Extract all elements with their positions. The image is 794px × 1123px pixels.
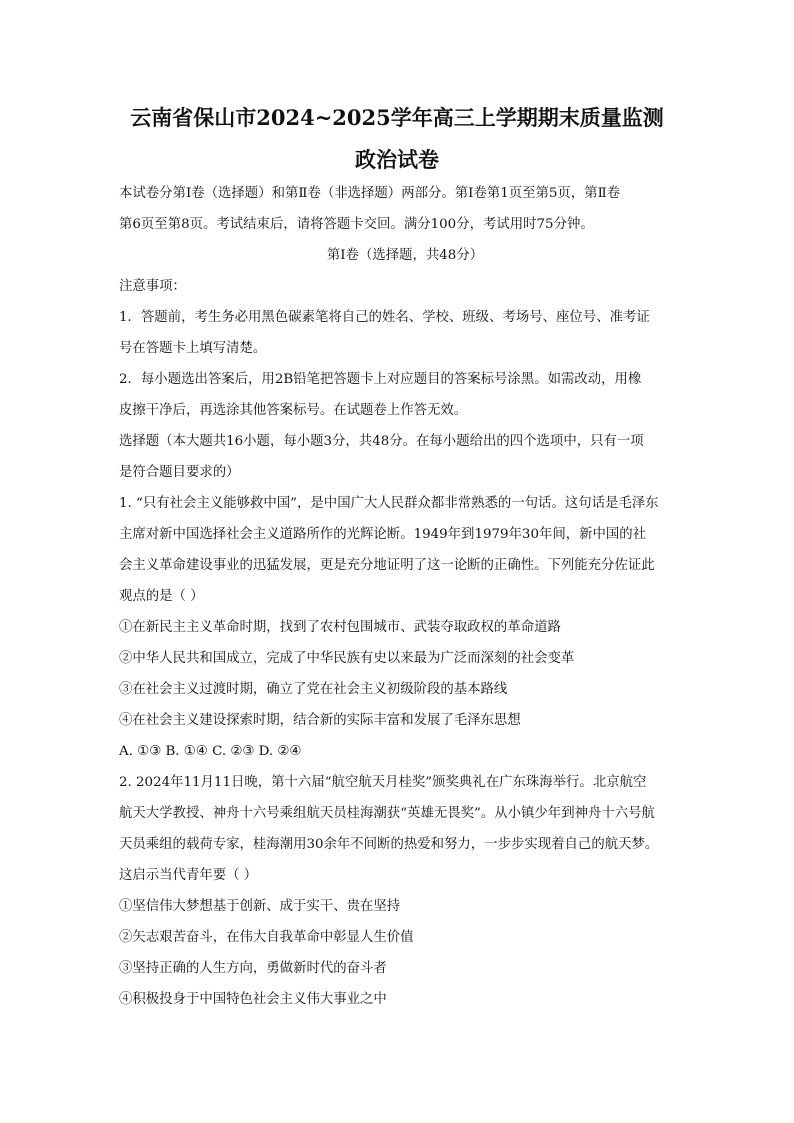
instructions-line: 是符合题目要求的） <box>119 465 240 480</box>
question-stem-line: 观点的是（ ） <box>119 589 204 604</box>
exam-title: 云南省保山市2024~2025学年高三上学期期末质量监测 <box>130 105 664 130</box>
intro-line: 本试卷分第Ⅰ卷（选择题）和第Ⅱ卷（非选择题）两部分。第Ⅰ卷第1页至第5页，第Ⅱ卷 <box>119 186 621 201</box>
exam-body <box>119 178 691 1015</box>
question-item: ②中华人民共和国成立，完成了中华民族有史以来最为广泛而深刻的社会变革 <box>119 651 575 666</box>
exam-subtitle: 政治试卷 <box>355 147 439 172</box>
intro-line: 第6页至第8页。考试结束后，请将答题卡交回。满分100分，考试用时75分钟。 <box>119 217 594 232</box>
question-item: ③在社会主义过渡时期，确立了党在社会主义初级阶段的基本路线 <box>119 682 508 697</box>
question-item: ①坚信伟大梦想基于创新、成于实干、贵在坚持 <box>119 899 401 914</box>
question-item: ③坚持正确的人生方向，勇做新时代的奋斗者 <box>119 961 387 976</box>
question-stem-line: 2. 2024年11月11日晚，第十六届“航空航天月桂奖”颁奖典礼在广东珠海举行。北京航空 <box>119 775 647 790</box>
question-stem-line: 天员乘组的载荷专家，桂海潮用30余年不间断的热爱和努力，一步步实现着自己的航天梦。 <box>119 837 659 852</box>
question-item: ④积极投身于中国特色社会主义伟大事业之中 <box>119 992 387 1007</box>
question-item: ②矢志艰苦奋斗，在伟大自我革命中彰显人生价值 <box>119 930 414 945</box>
note-line: 1．答题前，考生务必用黑色碳素笔将自己的姓名、学校、班级、考场号、座位号、准考证 <box>119 310 650 325</box>
question-stem-line: 会主义革命建设事业的迅猛发展，更是充分地证明了这一论断的正确性。下列能充分佐证此 <box>119 558 655 573</box>
question-stem-line: 1. “只有社会主义能够救中国”，是中国广大人民群众都非常熟悉的一句话。这句话是毛泽东 <box>119 496 659 511</box>
question-2 <box>119 767 691 1015</box>
note-line: 2．每小题选出答案后，用2B铅笔把答题卡上对应题目的答案标号涂黑。如需改动，用橡 <box>119 372 642 387</box>
notes-heading: 注意事项： <box>119 279 186 294</box>
question-item: ④在社会主义建设探索时期，结合新的实际丰富和发展了毛泽东思想 <box>119 713 521 728</box>
question-1 <box>119 488 691 767</box>
answer-options: A. ①③ B. ①④ C. ②③ D. ②④ <box>119 744 302 759</box>
question-item: ①在新民主主义革命时期，找到了农村包围城市、武装夺取政权的革命道路 <box>119 620 561 635</box>
question-stem-line: 主席对新中国选择社会主义道路所作的光辉论断。1949年到1979年30年间，新中国的社 <box>119 527 647 542</box>
question-stem-line: 航天大学教授、神舟十六号乘组航天员桂海潮获“英雄无畏奖”。从小镇少年到神舟十六号航 <box>119 806 655 821</box>
instructions-line: 选择题（本大题共16小题，每小题3分，共48分。在每小题给出的四个选项中，只有一项 <box>119 434 644 449</box>
section-title: 第Ⅰ卷（选择题，共48分） <box>326 248 484 263</box>
note-line: 号在答题卡上填写清楚。 <box>119 341 267 356</box>
note-line: 皮擦干净后，再选涂其他答案标号。在试题卷上作答无效。 <box>119 403 468 418</box>
question-stem-line: 这启示当代青年要（ ） <box>119 868 258 883</box>
